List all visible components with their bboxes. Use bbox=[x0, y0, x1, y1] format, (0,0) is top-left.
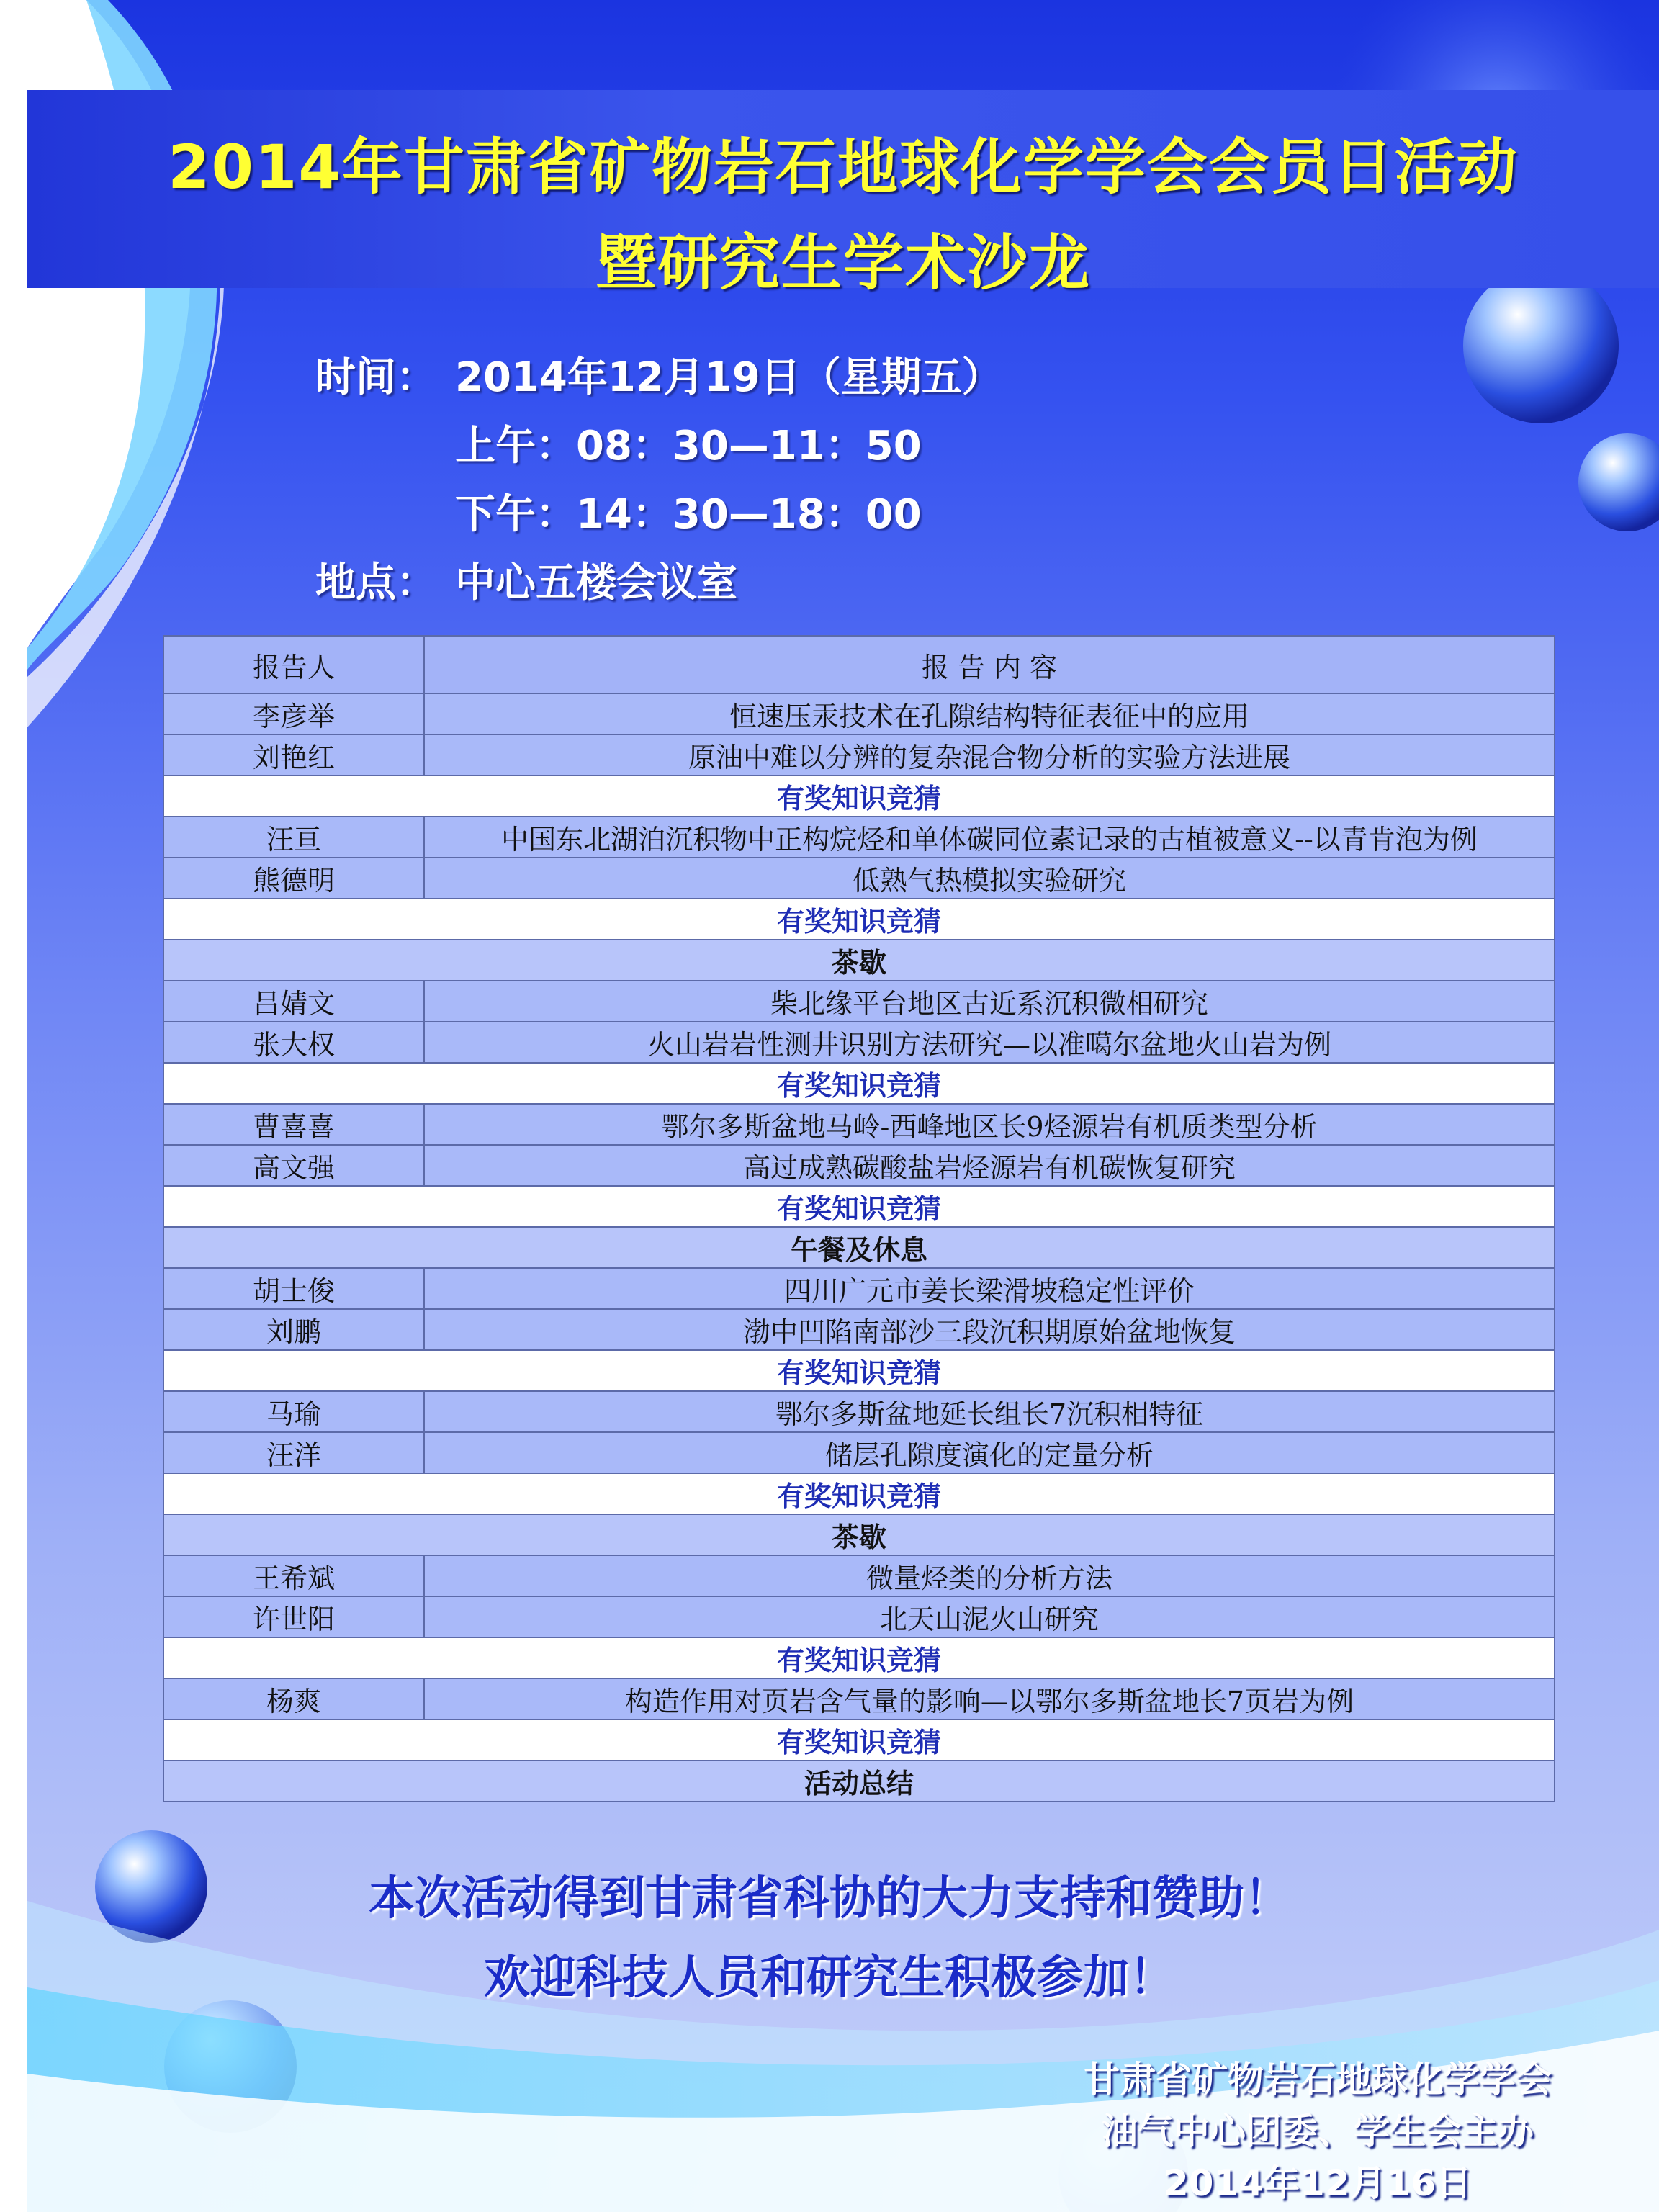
event-date: 2014年12月19日（星期五） bbox=[455, 354, 1002, 401]
speaker-cell: 曹喜喜 bbox=[163, 1104, 424, 1145]
table-header-row bbox=[163, 636, 1555, 693]
quiz-row bbox=[163, 899, 1555, 940]
table-row bbox=[163, 1145, 1555, 1186]
time-label: 时间： bbox=[315, 354, 436, 401]
schedule-table bbox=[163, 635, 1555, 1802]
afternoon-time: 下午：14：30—18：00 bbox=[455, 491, 922, 538]
topic-cell: 鄂尔多斯盆地延长组长7沉积相特征 bbox=[424, 1391, 1555, 1432]
quiz-row bbox=[163, 1637, 1555, 1678]
topic-cell: 四川广元市姜长梁滑坡稳定性评价 bbox=[424, 1268, 1555, 1309]
topic-cell: 储层孔隙度演化的定量分析 bbox=[424, 1432, 1555, 1473]
break-label: 午餐及休息 bbox=[163, 1227, 1555, 1268]
speaker-cell: 胡士俊 bbox=[163, 1268, 424, 1309]
table-row bbox=[163, 1678, 1555, 1719]
speaker-cell: 王希斌 bbox=[163, 1555, 424, 1596]
table-row bbox=[163, 734, 1555, 775]
speaker-cell: 张大权 bbox=[163, 1022, 424, 1063]
topic-cell: 鄂尔多斯盆地马岭-西峰地区长9烃源岩有机质类型分析 bbox=[424, 1104, 1555, 1145]
poster-subtitle: 暨研究生学术沙龙 bbox=[595, 228, 1091, 298]
topic-cell: 中国东北湖泊沉积物中正构烷烃和单体碳同位素记录的古植被意义--以青肯泡为例 bbox=[424, 817, 1555, 858]
table-row bbox=[163, 817, 1555, 858]
quiz-row bbox=[163, 1350, 1555, 1391]
poster-title: 2014年甘肃省矿物岩石地球化学学会会员日活动 bbox=[168, 132, 1519, 202]
break-label: 茶歇 bbox=[163, 1514, 1555, 1555]
break-row bbox=[163, 1514, 1555, 1555]
speaker-cell: 马瑜 bbox=[163, 1391, 424, 1432]
place-label: 地点： bbox=[315, 559, 436, 606]
footer-org-2: 油气中心团委、学生会主办 bbox=[1102, 2110, 1534, 2152]
quiz-row bbox=[163, 1186, 1555, 1227]
table-row bbox=[163, 1555, 1555, 1596]
table-row bbox=[163, 693, 1555, 734]
speaker-cell: 汪洋 bbox=[163, 1432, 424, 1473]
header-content: 报 告 内 容 bbox=[424, 636, 1555, 693]
quiz-label: 有奖知识竞猜 bbox=[163, 1063, 1555, 1104]
topic-cell: 火山岩岩性测井识别方法研究—以准噶尔盆地火山岩为例 bbox=[424, 1022, 1555, 1063]
event-place: 中心五楼会议室 bbox=[455, 559, 737, 606]
footer-date: 2014年12月16日 bbox=[1163, 2162, 1473, 2204]
table-row bbox=[163, 1104, 1555, 1145]
break-row bbox=[163, 940, 1555, 981]
quiz-label: 有奖知识竞猜 bbox=[163, 1473, 1555, 1514]
topic-cell: 柴北缘平台地区古近系沉积微相研究 bbox=[424, 981, 1555, 1022]
break-label: 茶歇 bbox=[163, 940, 1555, 981]
morning-time: 上午：08：30—11：50 bbox=[455, 423, 922, 469]
quiz-label: 有奖知识竞猜 bbox=[163, 1186, 1555, 1227]
table-row bbox=[163, 981, 1555, 1022]
thanks-line: 本次活动得到甘肃省科协的大力支持和赞助！ bbox=[369, 1872, 1290, 1925]
quiz-label: 有奖知识竞猜 bbox=[163, 1637, 1555, 1678]
table-row bbox=[163, 1022, 1555, 1063]
speaker-cell: 刘鹏 bbox=[163, 1309, 424, 1350]
quiz-row bbox=[163, 1473, 1555, 1514]
speaker-cell: 杨爽 bbox=[163, 1678, 424, 1719]
speaker-cell: 高文强 bbox=[163, 1145, 424, 1186]
footer-org-1: 甘肃省矿物岩石地球化学学会 bbox=[1084, 2059, 1552, 2100]
topic-cell: 低熟气热模拟实验研究 bbox=[424, 858, 1555, 899]
topic-cell: 恒速压汞技术在孔隙结构特征表征中的应用 bbox=[424, 693, 1555, 734]
quiz-label: 有奖知识竞猜 bbox=[163, 1350, 1555, 1391]
quiz-label: 有奖知识竞猜 bbox=[163, 1719, 1555, 1761]
speaker-cell: 熊德明 bbox=[163, 858, 424, 899]
table-row bbox=[163, 858, 1555, 899]
table-row bbox=[163, 1432, 1555, 1473]
topic-cell: 微量烃类的分析方法 bbox=[424, 1555, 1555, 1596]
topic-cell: 构造作用对页岩含气量的影响—以鄂尔多斯盆地长7页岩为例 bbox=[424, 1678, 1555, 1719]
quiz-row bbox=[163, 1063, 1555, 1104]
topic-cell: 北天山泥火山研究 bbox=[424, 1596, 1555, 1637]
table-row bbox=[163, 1596, 1555, 1637]
speaker-cell: 刘艳红 bbox=[163, 734, 424, 775]
table-row bbox=[163, 1309, 1555, 1350]
quiz-label: 有奖知识竞猜 bbox=[163, 899, 1555, 940]
speaker-cell: 汪亘 bbox=[163, 817, 424, 858]
speaker-cell: 许世阳 bbox=[163, 1596, 424, 1637]
quiz-row bbox=[163, 1719, 1555, 1761]
speaker-cell: 吕婧文 bbox=[163, 981, 424, 1022]
break-label: 活动总结 bbox=[163, 1761, 1555, 1802]
table-row bbox=[163, 1391, 1555, 1432]
welcome-line: 欢迎科技人员和研究生积极参加！ bbox=[484, 1951, 1175, 2005]
break-row bbox=[163, 1227, 1555, 1268]
quiz-row bbox=[163, 775, 1555, 817]
header-speaker: 报告人 bbox=[163, 636, 424, 693]
topic-cell: 原油中难以分辨的复杂混合物分析的实验方法进展 bbox=[424, 734, 1555, 775]
break-row bbox=[163, 1761, 1555, 1802]
speaker-cell: 李彦举 bbox=[163, 693, 424, 734]
topic-cell: 渤中凹陷南部沙三段沉积期原始盆地恢复 bbox=[424, 1309, 1555, 1350]
topic-cell: 高过成熟碳酸盐岩烃源岩有机碳恢复研究 bbox=[424, 1145, 1555, 1186]
quiz-label: 有奖知识竞猜 bbox=[163, 775, 1555, 817]
table-row bbox=[163, 1268, 1555, 1309]
